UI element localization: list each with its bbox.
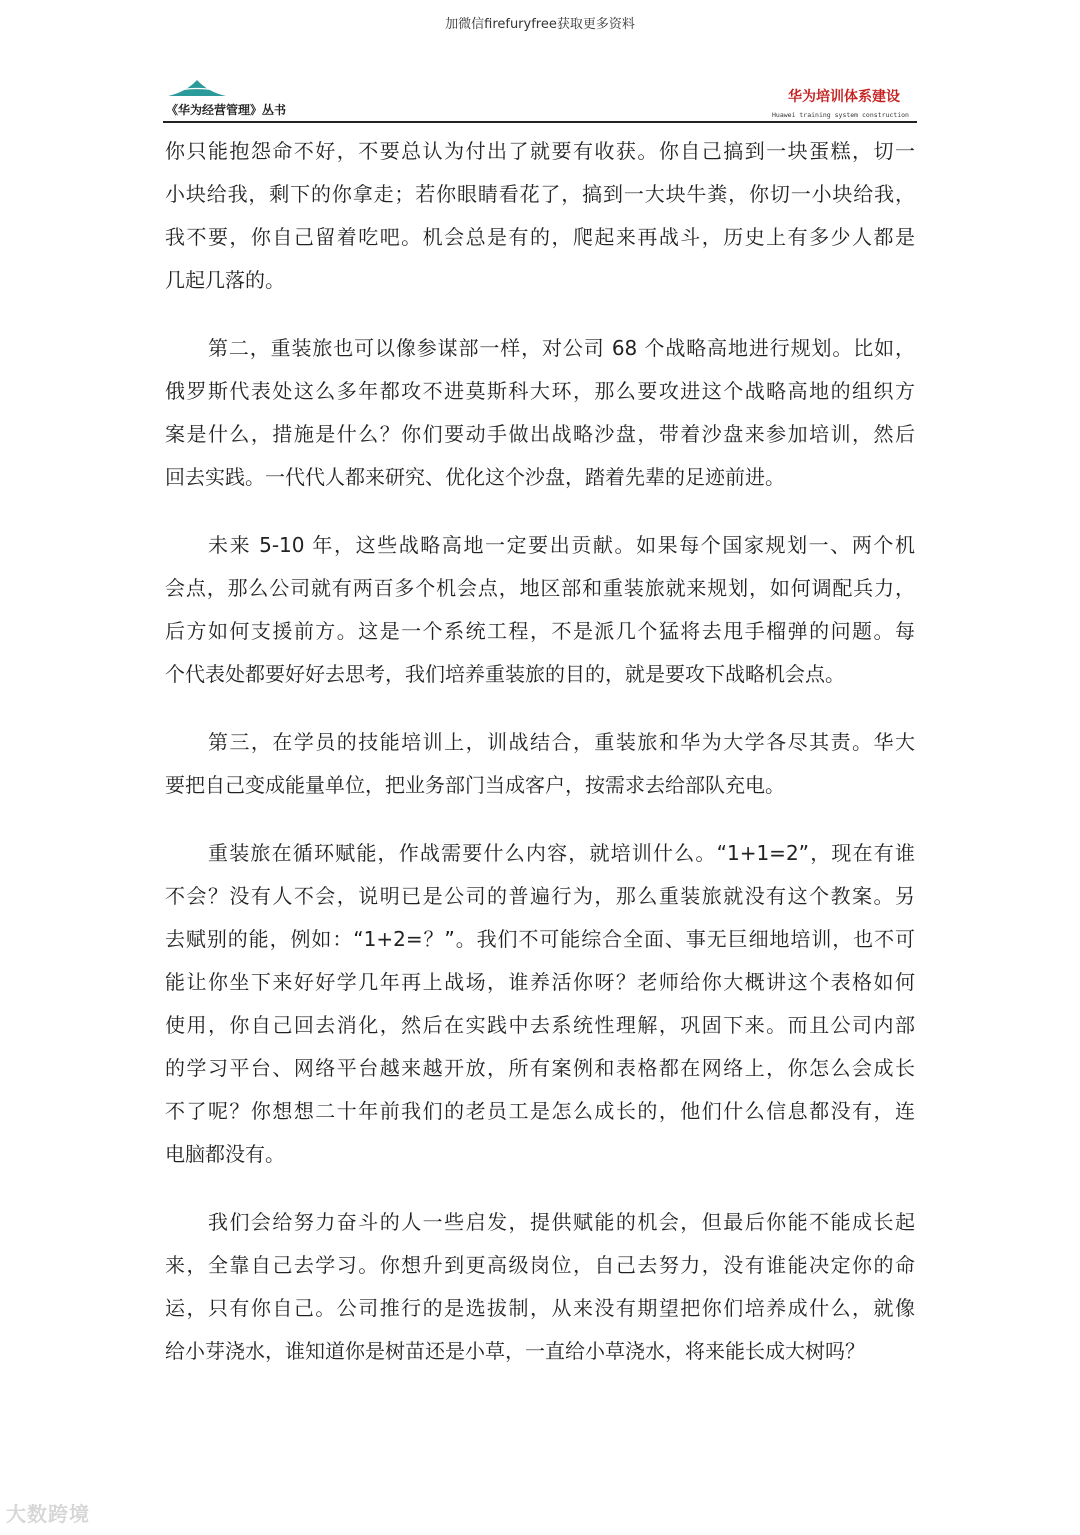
text-line: 第二，重装旅也可以像参谋部一样，对公司 68 个战略高地进行规划。比如， <box>208 336 915 360</box>
text-line: 电脑都没有。 <box>165 1142 285 1166</box>
text-line: 不会？没有人不会，说明已是公司的普遍行为，那么重装旅就没有这个教案。另 <box>165 884 915 908</box>
text-line: 个代表处都要好好去思考，我们培养重装旅的目的，就是要攻下战略机会点。 <box>165 662 845 686</box>
paragraph <box>165 524 915 696</box>
text-line: 案是什么，措施是什么？你们要动手做出战略沙盘，带着沙盘来参加培训，然后 <box>165 422 915 446</box>
text-line: 使用，你自己回去消化，然后在实践中去系统性理解，巩固下来。而且公司内部 <box>165 1013 915 1037</box>
series-title: 《华为经营管理》丛书 <box>166 103 287 117</box>
text-line: 要把自己变成能量单位，把业务部门当成客户，按需求去给部队充电。 <box>165 773 785 797</box>
text-line: 不了呢？你想想二十年前我们的老员工是怎么成长的，他们什么信息都没有，连 <box>165 1099 915 1123</box>
text-line: 我不要，你自己留着吃吧。机会总是有的，爬起来再战斗，历史上有多少人都是 <box>165 225 915 249</box>
text-line: 我们会给努力奋斗的人一些启发，提供赋能的机会，但最后你能不能成长起 <box>208 1210 915 1234</box>
paragraph <box>165 1201 915 1373</box>
text-line: 你只能抱怨命不好，不要总认为付出了就要有收获。你自己搞到一块蛋糕，切一 <box>165 139 915 163</box>
text-line: 回去实践。一代代人都来研究、优化这个沙盘，踏着先辈的足迹前进。 <box>165 465 785 489</box>
text-line: 几起几落的。 <box>165 268 285 292</box>
top-note: 加微信firefuryfree获取更多资料 <box>445 17 635 32</box>
paragraph <box>165 130 915 302</box>
header-right-title: 华为培训体系建设 <box>788 89 900 105</box>
text-line: 来，全靠自己去学习。你想升到更高级岗位，自己去努力，没有谁能决定你的命 <box>165 1253 915 1277</box>
header-right-subtitle: Huawei training system construction <box>772 111 909 119</box>
text-line: 第三，在学员的技能培训上，训战结合，重装旅和华为大学各尽其责。华大 <box>208 730 915 754</box>
text-line: 去赋别的能，例如：“1+2=？”。我们不可能综合全面、事无巨细地培训，也不可 <box>165 927 915 951</box>
series-logo-icon <box>166 78 228 98</box>
text-line: 小块给我，剩下的你拿走；若你眼睛看花了，搞到一大块牛粪，你切一小块给我， <box>165 182 915 206</box>
watermark: 大数跨境 <box>6 1502 90 1526</box>
paragraph <box>165 721 915 807</box>
text-line: 重装旅在循环赋能，作战需要什么内容，就培训什么。“1+1=2”，现在有谁 <box>208 841 915 865</box>
document-body <box>165 130 915 1398</box>
text-line: 给小芽浇水，谁知道你是树苗还是小草，一直给小草浇水，将来能长成大树吗？ <box>165 1339 865 1363</box>
header-divider <box>163 121 917 123</box>
text-line: 能让你坐下来好好学几年再上战场，谁养活你呀？老师给你大概讲这个表格如何 <box>165 970 915 994</box>
paragraph <box>165 327 915 499</box>
text-line: 俄罗斯代表处这么多年都攻不进莫斯科大环，那么要攻进这个战略高地的组织方 <box>165 379 915 403</box>
paragraph <box>165 832 915 1176</box>
text-line: 的学习平台、网络平台越来越开放，所有案例和表格都在网络上，你怎么会成长 <box>165 1056 915 1080</box>
text-line: 未来 5-10 年，这些战略高地一定要出贡献。如果每个国家规划一、两个机 <box>208 533 915 557</box>
text-line: 后方如何支援前方。这是一个系统工程，不是派几个猛将去甩手榴弹的问题。每 <box>165 619 915 643</box>
text-line: 运，只有你自己。公司推行的是选拔制，从来没有期望把你们培养成什么，就像 <box>165 1296 915 1320</box>
text-line: 会点，那么公司就有两百多个机会点，地区部和重装旅就来规划，如何调配兵力， <box>165 576 915 600</box>
